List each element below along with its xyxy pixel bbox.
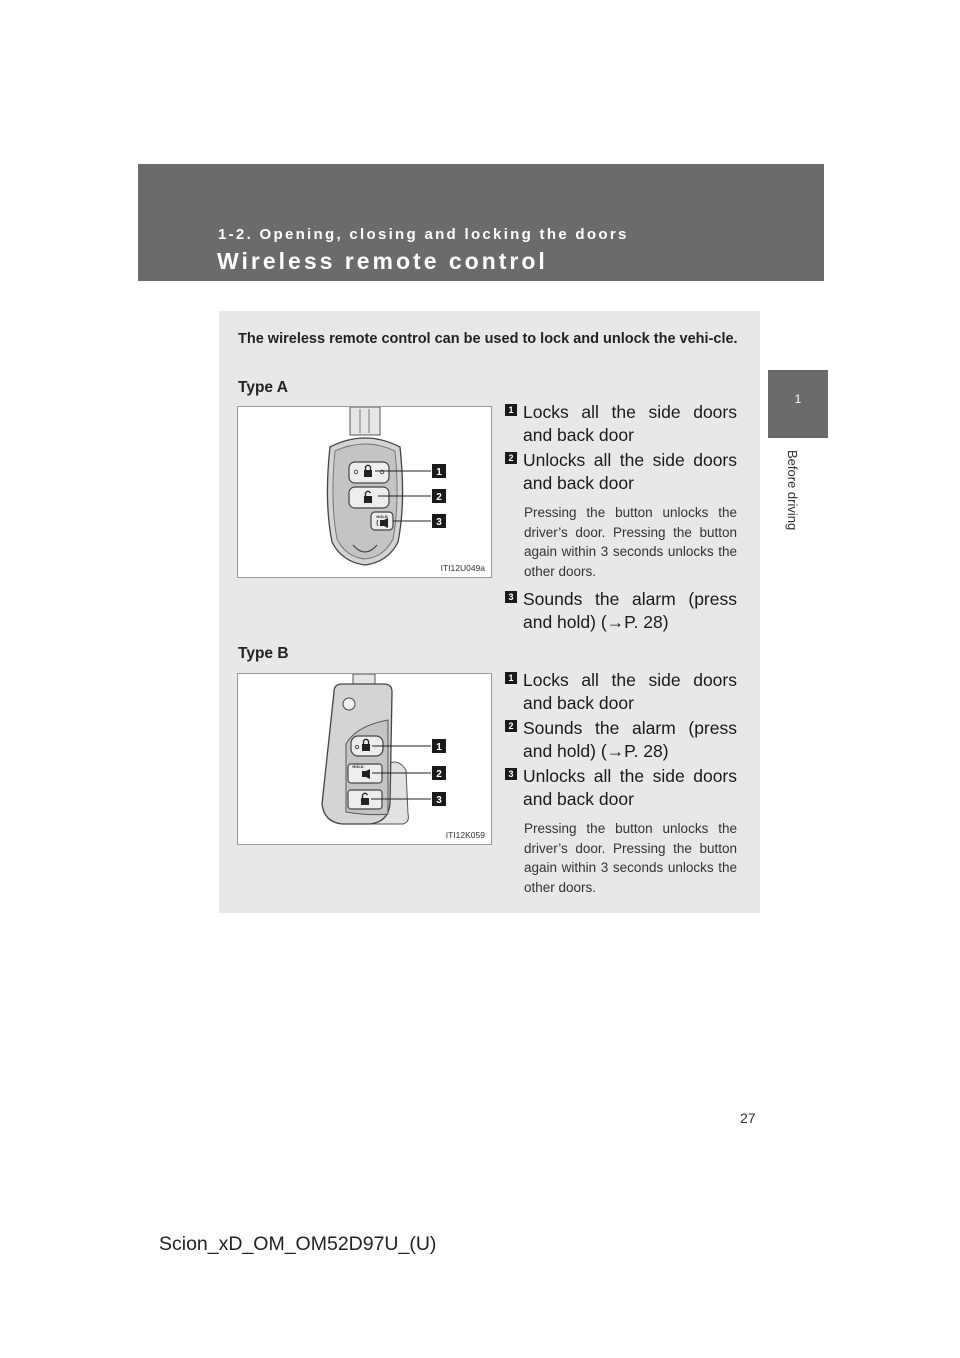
type-a-heading: Type A bbox=[238, 379, 288, 396]
item-text: Locks all the side doors and back door bbox=[523, 402, 737, 445]
section-label: 1-2. Opening, closing and locking the doors bbox=[218, 226, 629, 243]
type-a-figure bbox=[237, 406, 492, 578]
type-a-item-2 bbox=[505, 449, 737, 495]
type-a-note: Pressing the button unlocks the driver’s door. Pressing the button again within 3 seconds unlocks the other doors. bbox=[524, 505, 737, 579]
callout-badge bbox=[432, 489, 446, 503]
intro-text: The wireless remote control can be used to lock and unlock the vehi-cle. bbox=[238, 331, 738, 347]
figure-code: ITI12K059 bbox=[445, 830, 485, 840]
chapter-number: 1 bbox=[794, 392, 802, 406]
item-text: Locks all the side doors and back door bbox=[523, 670, 737, 713]
svg-text:2: 2 bbox=[436, 769, 442, 780]
item-number-badge: 2 bbox=[505, 720, 517, 732]
callout-badge bbox=[432, 514, 446, 528]
svg-text:1: 1 bbox=[436, 467, 442, 478]
document-code: Scion_xD_OM_OM52D97U_(U) bbox=[159, 1233, 437, 1255]
chapter-tab[interactable] bbox=[768, 370, 828, 438]
item-text: Unlocks all the side doors and back door bbox=[523, 450, 737, 493]
callout-badge bbox=[432, 766, 446, 780]
header-band bbox=[138, 164, 824, 281]
callout-badge bbox=[432, 792, 446, 806]
callout-badge bbox=[432, 739, 446, 753]
item-text: Sounds the alarm (press and hold) (→P. 28) bbox=[523, 718, 737, 761]
item-text: Unlocks all the side doors and back door bbox=[523, 766, 737, 809]
type-a-item-1 bbox=[505, 401, 737, 447]
figure-code: ITI12U049a bbox=[440, 563, 485, 573]
item-number-badge: 1 bbox=[505, 672, 517, 684]
type-b-item-3 bbox=[505, 765, 737, 811]
item-text: Sounds the alarm (press and hold) (→P. 28) bbox=[523, 589, 737, 632]
type-b-heading: Type B bbox=[238, 645, 289, 662]
item-number-badge: 3 bbox=[505, 768, 517, 780]
type-b-item-1 bbox=[505, 669, 737, 715]
type-b-item-2 bbox=[505, 717, 737, 763]
chapter-label-text: Before driving bbox=[785, 450, 800, 531]
content-box bbox=[219, 311, 760, 913]
remote-key-a-illustration bbox=[238, 407, 492, 578]
type-b-figure bbox=[237, 673, 492, 845]
page-number: 27 bbox=[740, 1110, 756, 1126]
remote-key-b-illustration bbox=[238, 674, 492, 845]
hold-label: HOLD bbox=[352, 764, 364, 769]
hold-label: HOLD bbox=[376, 514, 388, 519]
chapter-label bbox=[785, 450, 806, 570]
type-a-item-3 bbox=[505, 588, 737, 634]
item-number-badge: 1 bbox=[505, 404, 517, 416]
item-number-badge: 3 bbox=[505, 591, 517, 603]
svg-text:3: 3 bbox=[436, 795, 442, 806]
svg-text:1: 1 bbox=[436, 742, 442, 753]
svg-text:3: 3 bbox=[436, 517, 442, 528]
type-b-note: Pressing the button unlocks the driver’s door. Pressing the button again within 3 seconds unlocks the other doors. bbox=[524, 821, 737, 895]
svg-text:2: 2 bbox=[436, 492, 442, 503]
callout-badge bbox=[432, 464, 446, 478]
page-title: Wireless remote control bbox=[217, 248, 548, 274]
item-number-badge: 2 bbox=[505, 452, 517, 464]
